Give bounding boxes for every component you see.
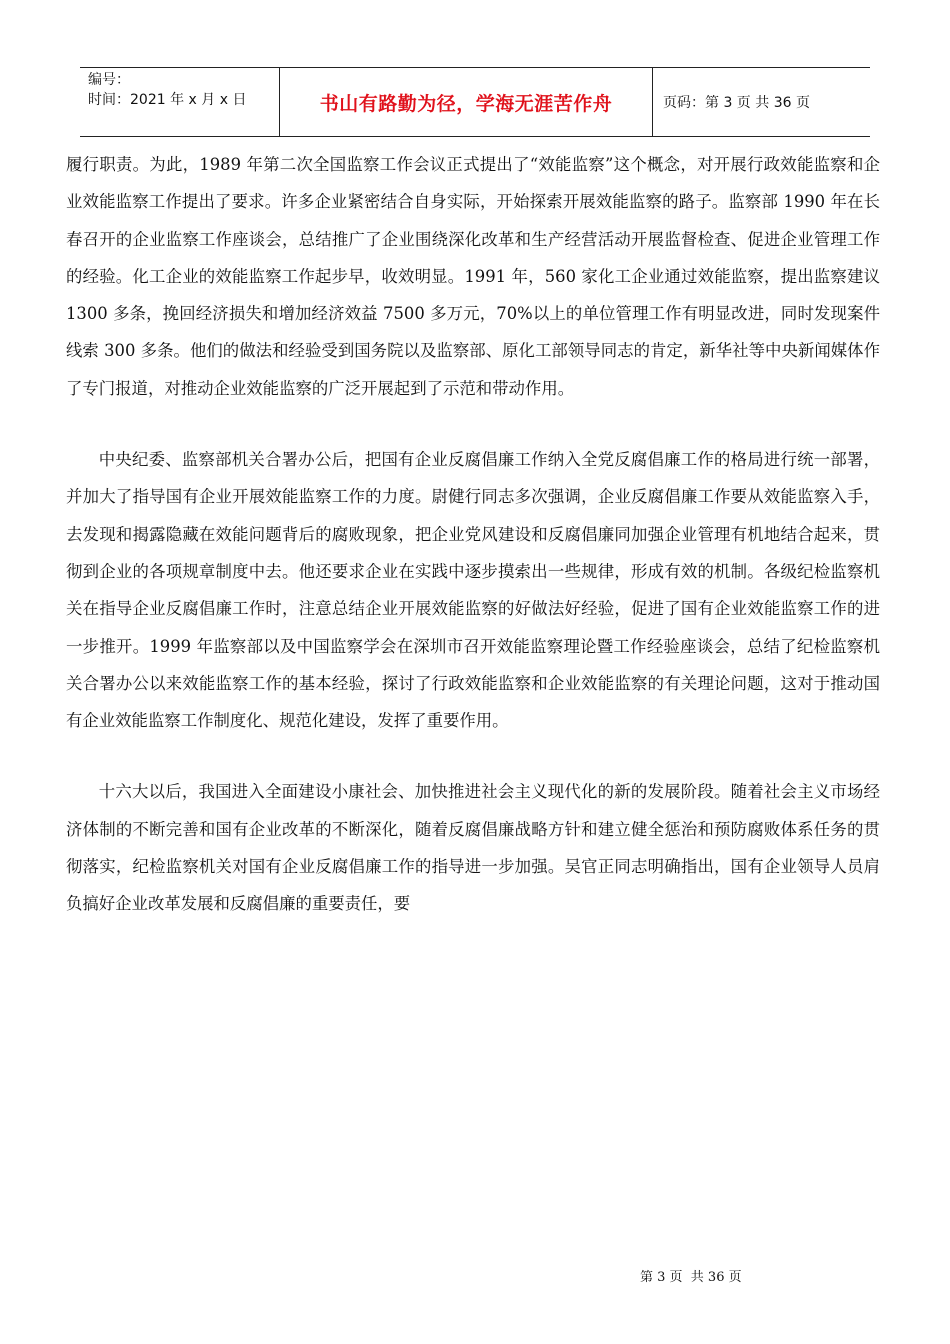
page-header bbox=[80, 67, 870, 137]
motto: 书山有路勤为径，学海无涯苦作舟 bbox=[280, 68, 653, 136]
page-footer: 第 3 页 共 36 页 bbox=[640, 1270, 742, 1285]
document-body bbox=[66, 146, 880, 923]
page-info: 页码：第 3 页 共 36 页 bbox=[663, 95, 810, 111]
number-label: 编号： bbox=[88, 72, 130, 88]
header-left-cell bbox=[80, 68, 280, 136]
date-label: 时间：2021 年 x 月 x 日 bbox=[88, 92, 247, 108]
paragraph: 十六大以后，我国进入全面建设小康社会、加快推进社会主义现代化的新的发展阶段。随着社会主义市场经济体制的不断完善和国有企业改革的不断深化，随着反腐倡廉战略方针和建立健全惩治和预防腐败体系任务的贯彻落实，纪检监察机关对国有企业反腐倡廉工作的指导进一步加强。吴官正同志明确指出，国有企业领导人员肩负搞好企业改革发展和反腐倡廉的重要责任，要 bbox=[66, 782, 880, 914]
paragraph: 履行职责。为此，1989 年第二次全国监察工作会议正式提出了“效能监察”这个概念，对开展行政效能监察和企业效能监察工作提出了要求。许多企业紧密结合自身实际，开始探索开展效能监察的路子。监察部 1990 年在长春召开的企业监察工作座谈会，总结推广了企业围绕深化改革和生产经营活动开展监督检查、促进企业管理工作的经验。化工企业的效能监察工作起步早，收效明显。1991 年，560 家化工企业通过效能监察，提出监察建议 1300 多条，挽回经济损失和增加经济效益 7500 多万元，70%以上的单位管理工作有明显改进，同时发现案件线索 300 多条。他们的做法和经验受到国务院以及监察部、原化工部领导同志的肯定，新华社等中央新闻媒体作了专门报道，对推动企业效能监察的广泛开展起到了示范和带动作用。 bbox=[66, 155, 880, 398]
paragraph: 中央纪委、监察部机关合署办公后，把国有企业反腐倡廉工作纳入全党反腐倡廉工作的格局进行统一部署，并加大了指导国有企业开展效能监察工作的力度。尉健行同志多次强调，企业反腐倡廉工作要从效能监察入手，去发现和揭露隐藏在效能问题背后的腐败现象，把企业党风建设和反腐倡廉同加强企业管理有机地结合起来，贯彻到企业的各项规章制度中去。他还要求企业在实践中逐步摸索出一些规律，形成有效的机制。各级纪检监察机关在指导企业反腐倡廉工作时，注意总结企业开展效能监察的好做法好经验，促进了国有企业效能监察工作的进一步推开。1999 年监察部以及中国监察学会在深圳市召开效能监察理论暨工作经验座谈会，总结了纪检监察机关合署办公以来效能监察工作的基本经验，探讨了行政效能监察和企业效能监察的有关理论问题，这对于推动国有企业效能监察工作制度化、规范化建设，发挥了重要作用。 bbox=[66, 450, 880, 731]
